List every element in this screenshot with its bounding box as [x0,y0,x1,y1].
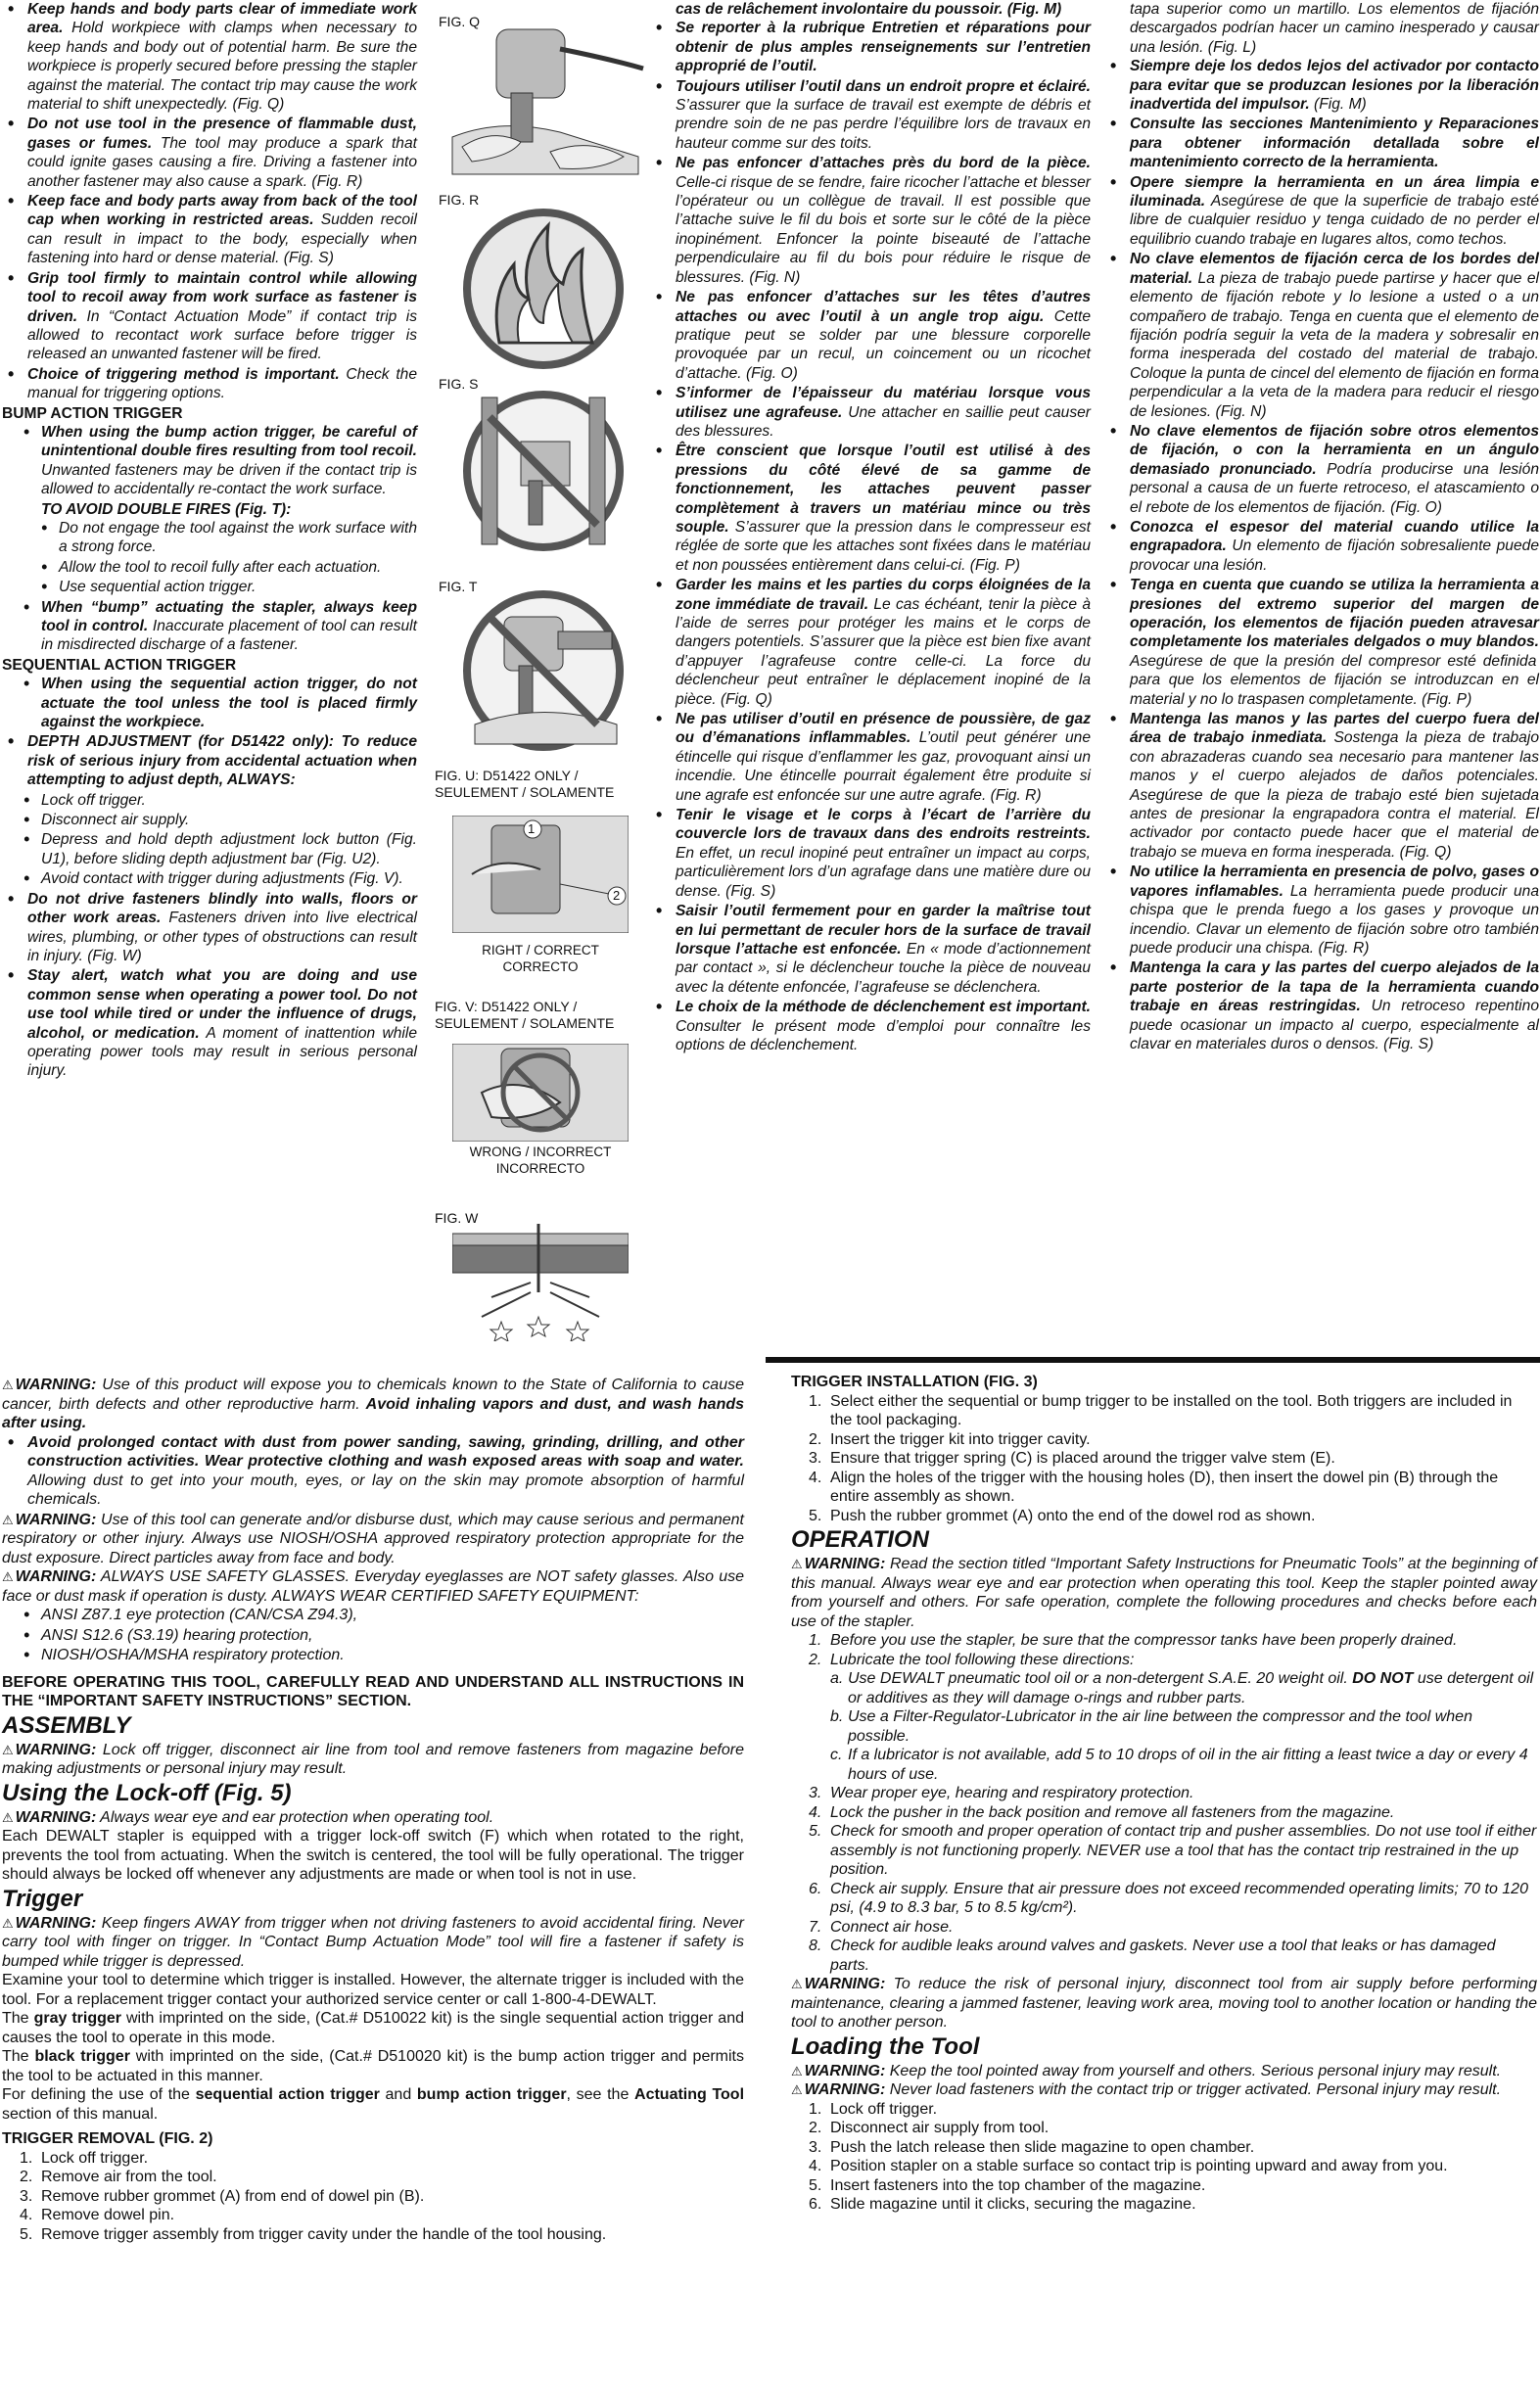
before-operating-notice: BEFORE OPERATING THIS TOOL, CAREFULLY READ AND UNDERSTAND ALL INSTRUCTIONS IN THE “IMPORTANT SAFETY INSTRUCTIONS” SECTION. [2,1673,744,1709]
fig-u-caption: RIGHT / CORRECT CORRECTO [482,943,599,974]
french-top-continuation: cas de relâchement involontaire du poussoir. (Fig. M) [676,1,1062,18]
depth-step: • Disconnect air supply. [2,811,417,829]
lube-c: c. If a lubricator is not available, add 5 to 10 drops of oil in the air fitting a least twice a day or every 4 hours of use. [830,1747,1528,1783]
warning-safety-glasses: ⚠ WARNING: ALWAYS USE SAFETY GLASSES. Everyday eyeglasses are NOT safety glasses. Also use face or dust mask if operation is dusty. ALWAYS WEAR CERTIFIED SAFETY EQUIPMENT: [2,1568,744,1605]
fig-t-double-fire-prohibition [460,587,627,754]
maintenance-warning: ⚠ WARNING: To reduce the risk of personal injury, disconnect tool from air supply before performing maintenance, clearing a jammed fastener, leaving work area, moving tool to another location or handing the tool to another person. [791,1976,1537,2031]
fig-r-flames-prohibition-icon [460,206,627,372]
fig-v-depth-adjustment-incorrect [452,1044,629,1142]
lube-b: b. Use a Filter-Regulator-Lubricator in the air line between the compressor and the tool when possible. [830,1708,1472,1745]
double-fire-bullet: • Do not engage the tool against the work surface with a strong force. [2,519,417,557]
warning-triangle-icon: ⚠ [2,1569,14,1584]
french-safety-bullet: • Toujours utiliser l’outil dans un endroit propre et éclairé. S’assurer que la surface de travail est exempte de débris et prendre soin de ne pas perdre l’équilibre lors de travaux en hauteur comme sur des toits. [650,77,1091,154]
bump-heading: BUMP ACTION TRIGGER [2,404,183,422]
double-fire-bullet: • Allow the tool to recoil fully after each actuation. [2,558,417,577]
fig-q-label: FIG. Q [439,14,480,29]
section-divider-rule [766,1357,1540,1363]
dust-bullet: • Avoid prolonged contact with dust from power sanding, sawing, grinding, drilling, and other construction activities. Wear protective clothing and wash exposed areas with soap and water. Allowing dust to get into your mouth, eyes, or lay on the skin may promote absorption of harmful chemicals. [2,1433,744,1510]
spanish-safety-column [1104,0,1539,1054]
safety-bullet: • Do not use tool in the presence of flammable dust, gases or fumes. The tool may produce a spark that could ignite gases causing a fire. Driving a fastener into another fastener may also cause a spark. (Fig. R) [2,115,417,191]
french-safety-bullet: • Se reporter à la rubrique Entretien et réparations pour obtenir de plus amples renseignements sur l’entretien approprié de l’outil. [650,19,1091,75]
french-safety-bullet: • Ne pas utiliser d’outil en présence de poussière, de gaz ou d’émanations inflammables. L’outil peut générer une étincelle qui risque d’enflammer les gaz, provoquant ainsi un incendie. Une étincelle pourrait également être produite si une agrafe est enfoncée sur une autre agrafe. (Fig. R) [650,710,1091,805]
warning-triangle-icon: ⚠ [2,1512,14,1527]
warning-dust: ⚠ WARNING: Use of this tool can generate and/or disburse dust, which may cause serious and permanent respiratory or other injury. Always use NIOSH/OSHA approved respiratory protection appropriate for the dust exposure. Direct particles away from face and body. [2,1511,744,1566]
removal-step: 3. Remove rubber grommet (A) from end of dowel pin (B). [20,2187,425,2205]
spanish-safety-bullet: • No utilice la herramienta en presencia de polvo, gases o vapores inflamables. La herramienta puede producir una chispa que le prenda fuego a los gases y provoque un incendio. Clavar un elemento de fijación sobre otro también puede producir una chispa. (Fig. R) [1104,863,1539,957]
double-fires-heading: TO AVOID DOUBLE FIRES (Fig. T): [41,500,292,518]
spanish-safety-bullet: • Siempre deje los dedos lejos del activador por contacto para evitar que se produzcan lesiones por la liberación inadvertida del impulsor. (Fig. M) [1104,57,1539,114]
fig-t-label: FIG. T [439,579,478,594]
operation-step: 8. Check for audible leaks around valves and gaskets. Never use a tool that leaks or has damaged parts. [809,1938,1496,1974]
depth-step: • Depress and hold depth adjustment lock button (Fig. U1), before sliding depth adjustment bar (Fig. U2). [2,830,417,868]
fig-v-label: FIG. V: D51422 ONLY / SEULEMENT / SOLAMENTE [435,999,615,1031]
french-safety-bullet: • Tenir le visage et le corps à l’écart de l’arrière du couvercle lors de travaux dans des endroits restreints. En effet, un recul inopiné peut entraîner un impact au corps, particulièrement lors d’un agrafage dans une matière dure ou dense. (Fig. S) [650,806,1091,901]
loading-step: 4. Position stapler on a stable surface so contact trip is pointing upward and away from you. [809,2158,1448,2174]
depth-step: • Avoid contact with trigger during adjustments (Fig. V). [2,869,417,888]
spanish-safety-bullet: • Conozca el espesor del material cuando utilice la engrapadora. Un elemento de fijación sobresaliente puede provocar una lesión. [1104,518,1539,575]
equipment-bullet: • NIOSH/OSHA/MSHA respiratory protection. [2,1646,744,1665]
black-trigger-text: The black trigger with imprinted on the side, (Cat.# D510020 kit) is the bump action trigger and permits the tool to be actuated in this manner. [2,2048,745,2084]
bump-bullet: • When “bump” actuating the stapler, always keep tool in control. Inaccurate placement of tool can result in misdirected discharge of a fastener. [2,598,417,655]
loading-warning-1: ⚠ WARNING: Keep the tool pointed away from yourself and others. Serious personal injury may result. [791,2062,1502,2079]
trigger-body: Examine your tool to determine which trigger is installed. However, the alternate trigger is included with the tool. For a replacement trigger contact your authorized service center or call 1-800-4-DEWALT. [2,1972,744,2008]
fig-v-caption: WRONG / INCORRECT INCORRECTO [469,1144,612,1176]
warning-triangle-icon: ⚠ [791,1977,803,1991]
fig-r-label: FIG. R [439,192,480,208]
operation-step: 2. Lubricate the tool following these directions: [809,1651,1135,1668]
loading-step: 1. Lock off trigger. [809,2100,938,2118]
install-step: 2. Insert the trigger kit into trigger cavity. [809,1430,1091,1448]
bottom-right-column [791,1373,1537,2215]
loading-heading: Loading the Tool [791,2032,980,2060]
trigger-heading: Trigger [2,1885,83,1912]
fig-s-restricted-area-prohibition [460,388,627,554]
fig-w-label: FIG. W [435,1210,479,1226]
warning-triangle-icon: ⚠ [2,1378,14,1392]
assembly-warning: ⚠ WARNING: Lock off trigger, disconnect air line from tool and remove fasteners from magazine before making adjustments or personal injury may result. [2,1741,744,1777]
french-safety-bullet: • S’informer de l’épaisseur du matériau lorsque vous utilisez une agrafeuse. Une attacher en saillie peut causer des blessures. [650,384,1091,441]
spanish-safety-bullet: • No clave elementos de fijación sobre otros elementos de fijación, o con la herramienta en un ángulo demasiado pronunciado. Podría producirse una lesión personal a causa de un fuerte retroceso, el atascamiento o el rebote de los elementos de fijación. (Fig. O) [1104,422,1539,517]
spanish-safety-bullet: • No clave elementos de fijación cerca de los bordes del material. La pieza de trabajo puede partirse y hacer que el elemento de fijación rebote y lo lesione a usted o a un compañero de trabajo. Tenga en cuenta que el elemento de fijación podría seguir la veta de la madera y sobresalir en forma inesperada del costado del material de trabajo. Coloque la punta de cincel del elemento de fijación en forma perpendicular a la veta de la madera para reducir el riesgo de lesiones. (Fig. N) [1104,250,1539,421]
trigger-warning: ⚠ WARNING: Keep fingers AWAY from trigger when not driving fasteners to avoid accidental firing. Never carry tool with finger on trigger. In “Contact Bump Actuation Mode” tool will fire a fastener if safety is bumped while trigger is depressed. [2,1914,744,1970]
spanish-safety-bullet: • Consulte las secciones Mantenimiento y Reparaciones para obtener información detallada sobre el mantenimiento correcto de la herramienta. [1104,115,1539,171]
safety-bullet: • Choice of triggering method is important. Check the manual for triggering options. [2,365,417,403]
warning-triangle-icon: ⚠ [2,1809,14,1825]
equipment-bullet: • ANSI S12.6 (S3.19) hearing protection, [2,1626,744,1646]
spanish-safety-bullet: • Opere siempre la herramienta en un área limpia e iluminada. Asegúrese de que la superficie de trabajo esté libre de cualquier residuo y tenga cuidado de no perder el equilibrio cuando trabaje en lugares altos, como techos. [1104,173,1539,250]
operation-step: 7. Connect air hose. [809,1918,954,1936]
spanish-safety-bullet: • Tenga en cuenta que cuando se utiliza la herramienta a presiones del extremo superior del margen de operación, los elementos de fijación pueden atravesar completamente los materiales delgados o muy blandos. Asegúrese de que la presión del compresor esté definida para que los elementos de fijación se introduzcan en el material y no lo traspasen completamente. (Fig. P) [1104,576,1539,709]
loading-step: 3. Push the latch release then slide magazine to open chamber. [809,2138,1255,2156]
assembly-heading: ASSEMBLY [2,1711,131,1739]
fig-u-num-2: 2 [613,888,621,903]
depth-step: • Lock off trigger. [2,791,417,810]
spanish-top-continuation: tapa superior como un martillo. Los elementos de fijación descargados podrían hacer un camino inesperado y causar una lesión. (Fig. L) [1130,1,1539,56]
fig-u-num-1: 1 [528,821,536,836]
safety-bullet: • Keep face and body parts away from back of the tool cap when working in restricted areas. Sudden recoil can result in impact to the body, especially when fastening into hard or dense material. (Fig. S) [2,192,417,268]
bottom-left-column [2,1376,744,2244]
gray-trigger-text: The gray trigger with imprinted on the side, (Cat.# D510022 kit) is the single sequential action trigger and causes the tool to operate in this mode. [2,2010,745,2046]
warning-triangle-icon: ⚠ [791,1557,803,1571]
trigger-removal-heading: TRIGGER REMOVAL (FIG. 2) [2,2130,213,2147]
removal-step: 5. Remove trigger assembly from trigger cavity under the handle of the tool housing. [20,2225,607,2243]
loading-step: 5. Insert fasteners into the top chamber of the magazine. [809,2176,1206,2194]
removal-step: 2. Remove air from the tool. [20,2169,217,2185]
spanish-safety-bullet: • Mantenga las manos y las partes del cuerpo fuera del área de trabajo inmediata. Sostenga la pieza de trabajo con abrazaderas cuando sea necesario para mantener las manos y el cuerpo alejados de daños potenciales. Asegúrese de que la pieza de trabajo esté bien sujetada antes de presionar la engrapadora contra el material. El activador por contacto puede hacer que el material de trabajo se mueva en forma inesperada. (Fig. Q) [1104,710,1539,862]
operation-step: 4. Lock the pusher in the back position and remove all fasteners from the magazine. [809,1803,1395,1821]
warning-triangle-icon: ⚠ [791,2082,803,2097]
operation-step: 6. Check air supply. Ensure that air pressure does not exceed recommended operating limits; 70 to 120 psi, (4.9 to 8.3 bar, 5 to 8.5 kg/cm²). [809,1880,1528,1916]
lockoff-heading: Using the Lock-off (Fig. 5) [2,1779,292,1806]
warning-triangle-icon: ⚠ [2,1915,14,1931]
french-safety-bullet: • Saisir l’outil fermement pour en garder la maîtrise tout en lui permettant de reculer hors de la surface de travail lorsque l’attache est enfoncée. En « mode d’actionnement par contact », si le déclencheur touche la pièce de nouveau avec la détente enfoncée, l’agrafeuse se déclenchera. [650,902,1091,997]
depth-bullet: • DEPTH ADJUSTMENT (for D51422 only): To reduce risk of serious injury from accidental actuation when attempting to adjust depth, ALWAYS: [2,732,417,789]
bump-bullet: • When using the bump action trigger, be careful of unintentional double fires resulting from tool recoil. Unwanted fasteners may be driven if the contact trip is allowed to accidentally re-contact the work surface. [2,423,417,499]
operation-step: 3. Wear proper eye, hearing and respiratory protection. [809,1785,1194,1801]
lockoff-body: Each DEWALT stapler is equipped with a trigger lock-off switch (F) which when rotated to the right, prevents the tool from actuating. When the switch is centered, the tool will be fully operational. The trigger should always be locked off whenever any adjustments are made or when tool is not in use. [2,1828,744,1883]
install-step: 5. Push the rubber grommet (A) onto the end of the dowel rod as shown. [809,1507,1316,1524]
french-safety-bullet: • Ne pas enfoncer d’attaches près du bord de la pièce. Celle-ci risque de se fendre, faire ricocher l’attache et blesser l’opérateur ou un collègue de travail. Il est possible que l’attache suive le fil du bois et sorte sur le côté de la pièce inopinément. Enfoncer la pointe biseauté de l’attache perpendiculaire au fil du bois pour réduire le risque de blessures. (Fig. N) [650,154,1091,287]
english-safety-column [2,0,417,1082]
fig-w-wall-wiring-sparks [452,1224,629,1341]
sequential-heading: SEQUENTIAL ACTION TRIGGER [2,656,237,674]
operation-warning: ⚠ WARNING: Read the section titled “Important Safety Instructions for Pneumatic Tools” at the beginning of this manual. Always wear eye and ear protection when operating this tool. Keep the stapler pointed away from yourself and others. For safe operation, complete the following procedures and checks before each use of the stapler. [791,1556,1537,1630]
equipment-bullet: • ANSI Z87.1 eye protection (CAN/CSA Z94.3), [2,1606,744,1625]
install-step: 3. Ensure that trigger spring (C) is placed around the trigger valve stem (E). [809,1450,1335,1467]
removal-step: 1. Lock off trigger. [20,2149,149,2167]
safety-bullet: • Grip tool firmly to maintain control while allowing tool to recoil away from work surface as fastener is driven. In “Contact Actuation Mode” if contact trip is allowed to recontact work surface before trigger is released an unwanted fastener will be fired. [2,269,417,364]
spanish-safety-bullet: • Mantenga la cara y las partes del cuerpo alejados de la parte posterior de la tapa de la herramienta cuando trabaje en áreas restringidas. Un retroceso repentino puede ocasionar un impacto al cuerpo, especialmente al clavar en materiales duros o densos. (Fig. S) [1104,958,1539,1053]
french-safety-bullet: • Être conscient que lorsque l’outil est utilisé à des pressions du côté élevé de sa gamme de fonctionnement, les attaches peuvent passer complètement à travers un matériau mince ou très souple. S’assurer que la pression dans le compresseur est réglée de sorte que les attaches sont fixées dans le matériau et non poussées entièrement dans celui-ci. (Fig. P) [650,442,1091,575]
french-safety-column [650,0,1091,1055]
warning-triangle-icon: ⚠ [2,1742,14,1757]
operation-step: 1. Before you use the stapler, be sure that the compressor tanks have been properly drained. [809,1632,1458,1649]
operation-heading: OPERATION [791,1526,929,1553]
warning-california: ⚠ WARNING: Use of this product will expose you to chemicals known to the State of California to cause cancer, birth defects and other reproductive harm. Avoid inhaling vapors and dust, and wash hands after using. [2,1377,745,1431]
safety-bullet: • Stay alert, watch what you are doing and use common sense when operating a power tool. Do not use tool while tired or under the influence of drugs, alcohol, or medication. A moment of inattention while operating power tools may result in serious personal injury. [2,966,417,1080]
fig-u-label: FIG. U: D51422 ONLY / SEULEMENT / SOLAMENTE [435,768,615,800]
safety-bullet: • Keep hands and body parts clear of immediate work area. Hold workpiece with clamps when necessary to keep hands and body out of potential harm. Be sure the workpiece is properly secured before pressing the stapler against the material. The contact trip may cause the work material to shift unexpectedly. (Fig. Q) [2,0,417,114]
safety-bullet: • Do not drive fasteners blindly into walls, floors or other work areas. Fasteners driven into live electrical wires, plumbing, or other types of obstructions can result in injury. (Fig. W) [2,890,417,966]
install-step: 4. Align the holes of the trigger with the housing holes (D), then insert the dowel pin (B) through the entire assembly as shown. [809,1469,1499,1505]
lockoff-warning: ⚠ WARNING: Always wear eye and ear protection when operating tool. [2,1808,494,1826]
trigger-define-text: For defining the use of the sequential action trigger and bump action trigger, see the Actuating Tool section of this manual. [2,2086,745,2123]
french-safety-bullet: • Ne pas enfoncer d’attaches sur les têtes d’autres attaches ou avec l’outil à un angle trop aigu. Cette pratique peut se solder par une blessure corporelle provoquée par un recul, un coincement ou un ricochet d’attache. (Fig. O) [650,288,1091,383]
french-safety-bullet: • Garder les mains et les parties du corps éloignées de la zone immédiate de travail. Le cas échéant, tenir la pièce à l’aide de serres pour protéger les mains et le corps de dangers potentiels. S’assurer que la pièce est bien fixe avant d’appuyer l’agrafeuse contre celle-ci. La force du déclencheur peut entraîner le déplacement inopiné de la pièce. (Fig. Q) [650,576,1091,709]
double-fire-bullet: • Use sequential action trigger. [2,578,417,596]
fig-s-label: FIG. S [439,376,479,392]
install-step: 1. Select either the sequential or bump trigger to be installed on the tool. Both triggers are included in the tool packaging. [809,1392,1513,1428]
loading-warning-2: ⚠ WARNING: Never load fasteners with the contact trip or trigger activated. Personal injury may result. [791,2081,1502,2098]
lube-a: a. Use DEWALT pneumatic tool oil or a non-detergent S.A.E. 20 weight oil. DO NOT use detergent oil or additives as they will damage o-rings and rubber parts. [830,1670,1534,1706]
warning-triangle-icon: ⚠ [791,2063,803,2078]
sequential-bullet: • When using the sequential action trigger, do not actuate the tool unless the tool is placed firmly against the workpiece. [2,675,417,731]
fig-u-depth-adjustment-correct [452,816,629,933]
loading-step: 6. Slide magazine until it clicks, securing the magazine. [809,2196,1196,2213]
fig-q-stapler-hands-illustration [443,10,648,176]
french-safety-bullet: • Le choix de la méthode de déclenchement est important. Consulter le présent mode d’emploi pour connaître les options de déclenchement. [650,998,1091,1054]
trigger-installation-heading: TRIGGER INSTALLATION (FIG. 3) [791,1374,1038,1390]
removal-step: 4. Remove dowel pin. [20,2207,175,2223]
operation-step: 5. Check for smooth and proper operation of contact trip and pusher assemblies. Do not use tool if either assembly is not functioning properly. NEVER use a tool that has the contact trip restrained in the up position. [809,1823,1537,1878]
loading-step: 2. Disconnect air supply from tool. [809,2120,1050,2136]
